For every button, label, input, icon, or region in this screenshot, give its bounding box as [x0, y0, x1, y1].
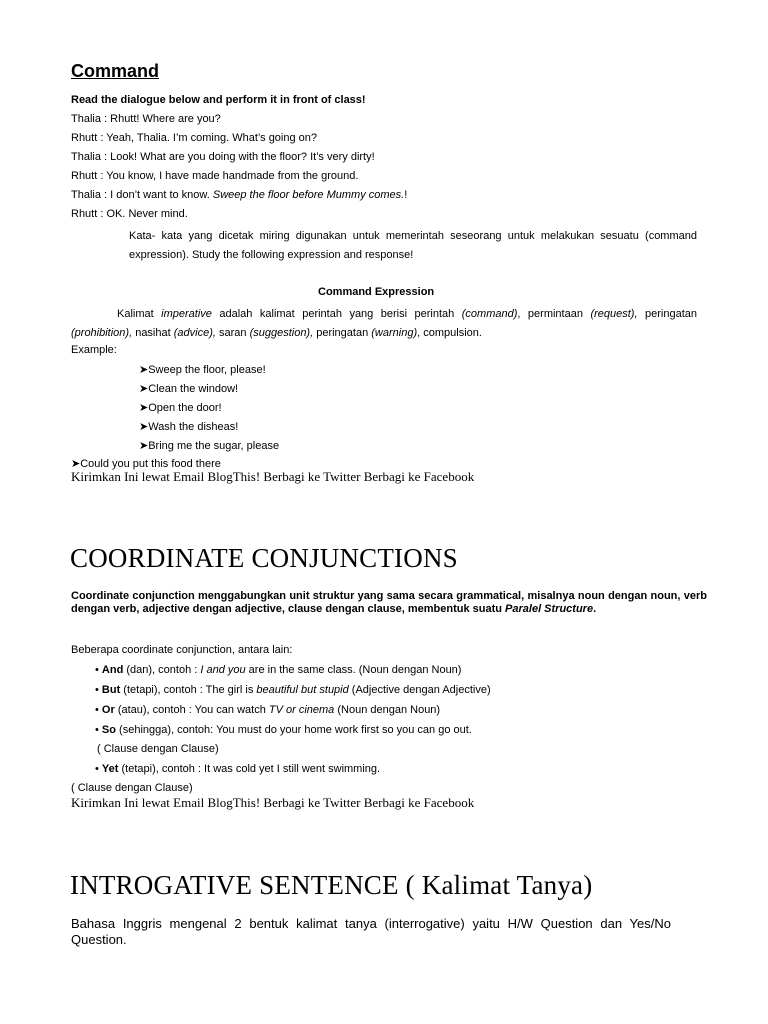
- bullet-icon: •: [95, 664, 99, 676]
- example-text: Wash the disheas!: [148, 421, 239, 433]
- conjunction-word: But: [101, 684, 121, 696]
- conjunction-word: Or: [101, 704, 115, 716]
- conjunction-item: [95, 664, 461, 676]
- bullet-icon: •: [95, 704, 99, 716]
- example-text: Open the door!: [148, 402, 222, 414]
- para-italic: (request),: [590, 308, 638, 320]
- example-label: Example:: [71, 344, 117, 356]
- conjunction-text: (tetapi), contoh : The girl is: [120, 684, 257, 696]
- arrow-bullet-icon: ➤: [139, 383, 149, 395]
- example-item: [139, 439, 279, 452]
- dialogue-line: Rhutt : Yeah, Thalia. I’m coming. What’s going on?: [71, 132, 318, 144]
- example-item: [139, 363, 266, 376]
- example-text: Could you put this food there: [80, 458, 221, 470]
- arrow-bullet-icon: ➤: [71, 458, 81, 470]
- coordinate-lead: Beberapa coordinate conjunction, antara lain:: [71, 644, 293, 656]
- conjunction-example: beautiful but stupid: [256, 684, 349, 696]
- para-italic: (command): [461, 308, 518, 320]
- conjunction-example: TV or cinema: [268, 704, 335, 716]
- share-links[interactable]: Kirimkan Ini lewat Email BlogThis! Berbagi ke Twitter Berbagi ke Facebook: [71, 795, 475, 810]
- para-italic: (warning): [371, 327, 418, 339]
- intro-end: .: [593, 603, 597, 615]
- bullet-icon: •: [95, 684, 99, 696]
- conjunction-text: (sehingga), contoh: You must do your home work first so you can go out.: [115, 724, 472, 736]
- dialogue-line: Thalia : Look! What are you doing with the floor? It’s very dirty!: [71, 151, 375, 163]
- para-text: peringatan: [637, 308, 697, 320]
- example-text: Bring me the sugar, please: [148, 440, 280, 452]
- para-text: , permintaan: [517, 308, 591, 320]
- dialogue-line: Rhutt : You know, I have made handmade from the ground.: [71, 170, 359, 182]
- command-expression-title: Command Expression: [318, 286, 435, 298]
- bullet-icon: •: [95, 724, 99, 736]
- para-text: Kalimat: [117, 308, 162, 320]
- conjunction-text: (Adjective dengan Adjective): [348, 684, 491, 696]
- para-italic: (suggestion),: [249, 327, 314, 339]
- imperative-paragraph: [71, 305, 697, 343]
- coordinate-title: COORDINATE CONJUNCTIONS: [70, 543, 458, 573]
- intro-italic: Paralel Structure: [505, 603, 594, 615]
- arrow-bullet-icon: ➤: [139, 364, 149, 376]
- para-italic: (advice),: [173, 327, 216, 339]
- conjunction-text: (dan), contoh :: [123, 664, 201, 676]
- interrogative-body: Bahasa Inggris mengenal 2 bentuk kalimat tanya (interrogative) yaitu H/W Question dan Yes/No Question.: [71, 916, 671, 947]
- coordinate-intro: [71, 590, 707, 616]
- dialogue-line-end: !: [404, 189, 408, 201]
- conjunction-item: [95, 763, 380, 775]
- conjunction-text: (tetapi), contoh : It was cold yet I still went swimming.: [118, 763, 381, 775]
- para-text: peringatan: [313, 327, 372, 339]
- share-links[interactable]: Kirimkan Ini lewat Email BlogThis! Berbagi ke Twitter Berbagi ke Facebook: [71, 469, 475, 484]
- dialogue-line: [71, 189, 407, 201]
- example-item: [139, 420, 238, 433]
- example-text: Clean the window!: [148, 383, 239, 395]
- dialogue-line: Rhutt : OK. Never mind.: [71, 208, 188, 220]
- conjunction-example: I and you: [200, 664, 246, 676]
- example-item: [139, 382, 238, 395]
- para-text: nasihat: [132, 327, 174, 339]
- arrow-bullet-icon: ➤: [139, 421, 149, 433]
- clause-note: ( Clause dengan Clause): [97, 743, 219, 755]
- conjunction-text: are in the same class. (Noun dengan Noun): [245, 664, 462, 676]
- dialogue-line: Thalia : Rhutt! Where are you?: [71, 113, 221, 125]
- conjunction-word: And: [101, 664, 124, 676]
- interrogative-title: INTROGATIVE SENTENCE ( Kalimat Tanya): [70, 870, 593, 900]
- para-text: adalah kalimat perintah yang berisi perintah: [211, 308, 462, 320]
- arrow-bullet-icon: ➤: [139, 402, 149, 414]
- command-note: Kata- kata yang dicetak miring digunakan untuk memerintah seseorang untuk melakukan sesuatu (command expression). Study the following expression and response!: [129, 230, 697, 261]
- conjunction-word: So: [101, 724, 116, 736]
- arrow-bullet-icon: ➤: [139, 440, 149, 452]
- bullet-icon: •: [95, 763, 99, 775]
- example-item: [139, 401, 222, 414]
- dialogue-italic-command: Sweep the floor before Mummy comes.: [212, 189, 405, 201]
- para-text: , compulsion.: [417, 327, 482, 339]
- command-title: Command: [71, 61, 160, 81]
- intro-text: Coordinate conjunction menggabungkan unit struktur yang sama secara grammatical, misalnya noun dengan noun, verb dengan verb, adjective dengan adjective, clause dengan clause, membentuk suatu: [71, 590, 707, 615]
- para-italic: (prohibition),: [71, 327, 133, 339]
- para-text: saran: [215, 327, 250, 339]
- clause-note: ( Clause dengan Clause): [71, 782, 193, 794]
- conjunction-text: (Noun dengan Noun): [334, 704, 441, 716]
- conjunction-text: (atau), contoh : You can watch: [114, 704, 269, 716]
- conjunction-item: [95, 724, 472, 736]
- example-text: Sweep the floor, please!: [148, 364, 266, 376]
- dialogue-line-text: Thalia : I don’t want to know.: [71, 189, 213, 201]
- para-italic: imperative: [161, 308, 212, 320]
- conjunction-item: [95, 704, 440, 716]
- conjunction-item: [95, 684, 491, 696]
- command-instruction: Read the dialogue below and perform it in front of class!: [71, 94, 366, 106]
- conjunction-word: Yet: [101, 763, 119, 775]
